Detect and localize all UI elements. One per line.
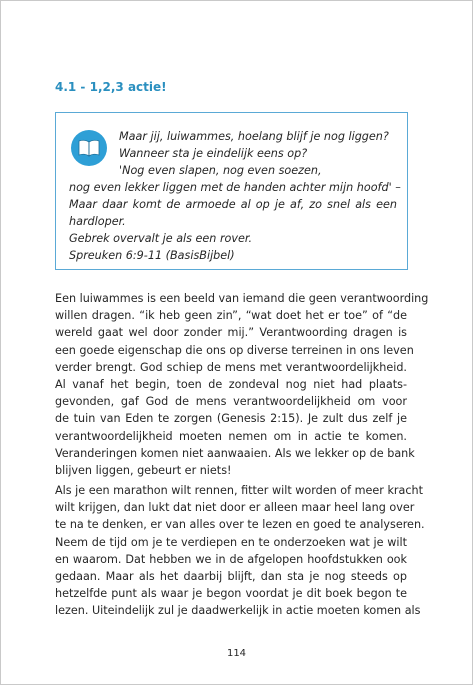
text-line: hetzelfde punt als waar je begon voordat je dit boek begon te [55,587,407,601]
text-line: en waarom. Dat hebben we in de afgelopen hoofdstukken ook [55,552,407,566]
quote-line: nog even lekker liggen met de handen achter mijn hoofd' – [69,181,401,194]
quote-line: Gebrek overvalt je als een rover. [69,232,253,245]
text-line: verder brengt. God schiep de mens met verantwoordelijkheid. [55,360,407,374]
quote-reference [69,247,397,264]
text-line: lezen. Uiteindelijk zul je daadwerkelijk in actie moeten komen als [55,604,421,618]
text-line: te na te denken, er van alles over te lezen en goed te analyseren. [55,518,425,532]
text-line: Neem de tijd om je te verdiepen en te onderzoeken wat je wilt [55,535,407,549]
text-line: wereld gaat wel door zonder mij.” Verantwoording dragen is [55,326,407,340]
text-line: Als je een marathon wilt rennen, fitter wilt worden of meer kracht [55,484,424,497]
quote-line: Maar jij, luiwammes, hoelang blijf je nog liggen? [119,130,389,143]
quote-source: (BasisBijbel) [165,249,235,262]
text-line: een goede eigenschap die ons op diverse terreinen in ons leven [55,343,414,357]
page-number: 114 [226,648,247,659]
text-line: verantwoordelijkheid moeten nemen om in actie te komen. [55,429,407,443]
text-line: gedaan. Maar als het daarbij blijft, dan sta je nog steeds op [55,569,407,583]
quote-reference-text: Spreuken 6:9-11 [69,249,163,262]
text-line: Veranderingen komen niet aanwaaien. Als we lekker op de bank [55,446,415,460]
paragraph-1 [55,290,429,479]
quote-line: Maar daar komt de armoede al op je af, zo snel als een [69,198,397,211]
text-line: blijven liggen, gebeurt er niets! [55,463,232,477]
quote-line: Wanneer sta je eindelijk eens op? [119,147,308,160]
paragraph-2 [55,482,425,620]
text-line: gevonden, gaf God de mens verantwoordelijkheid om voor [55,395,407,409]
text-line: wilt krijgen, dan lukt dat niet door er alleen maar heel lang over [55,501,415,515]
text-line: de tuin van Eden te zorgen (Genesis 2:15). Je zult dus zelf je [55,412,407,426]
text-line: Al vanaf het begin, toen de zondeval nog niet had plaats- [55,377,407,391]
quote-line: hardloper. [69,215,126,228]
text-line: willen dragen. “ik heb geen zin”, “wat doet het er toe” of “de [55,309,407,323]
bible-quote-box [55,112,408,270]
text-line: Een luiwammes is een beeld van iemand die geen verantwoording [55,292,429,305]
section-heading: 4.1 - 1,2,3 actie! [55,80,167,94]
quote-text [69,128,401,264]
quote-line: 'Nog even slapen, nog even soezen, [119,164,322,177]
